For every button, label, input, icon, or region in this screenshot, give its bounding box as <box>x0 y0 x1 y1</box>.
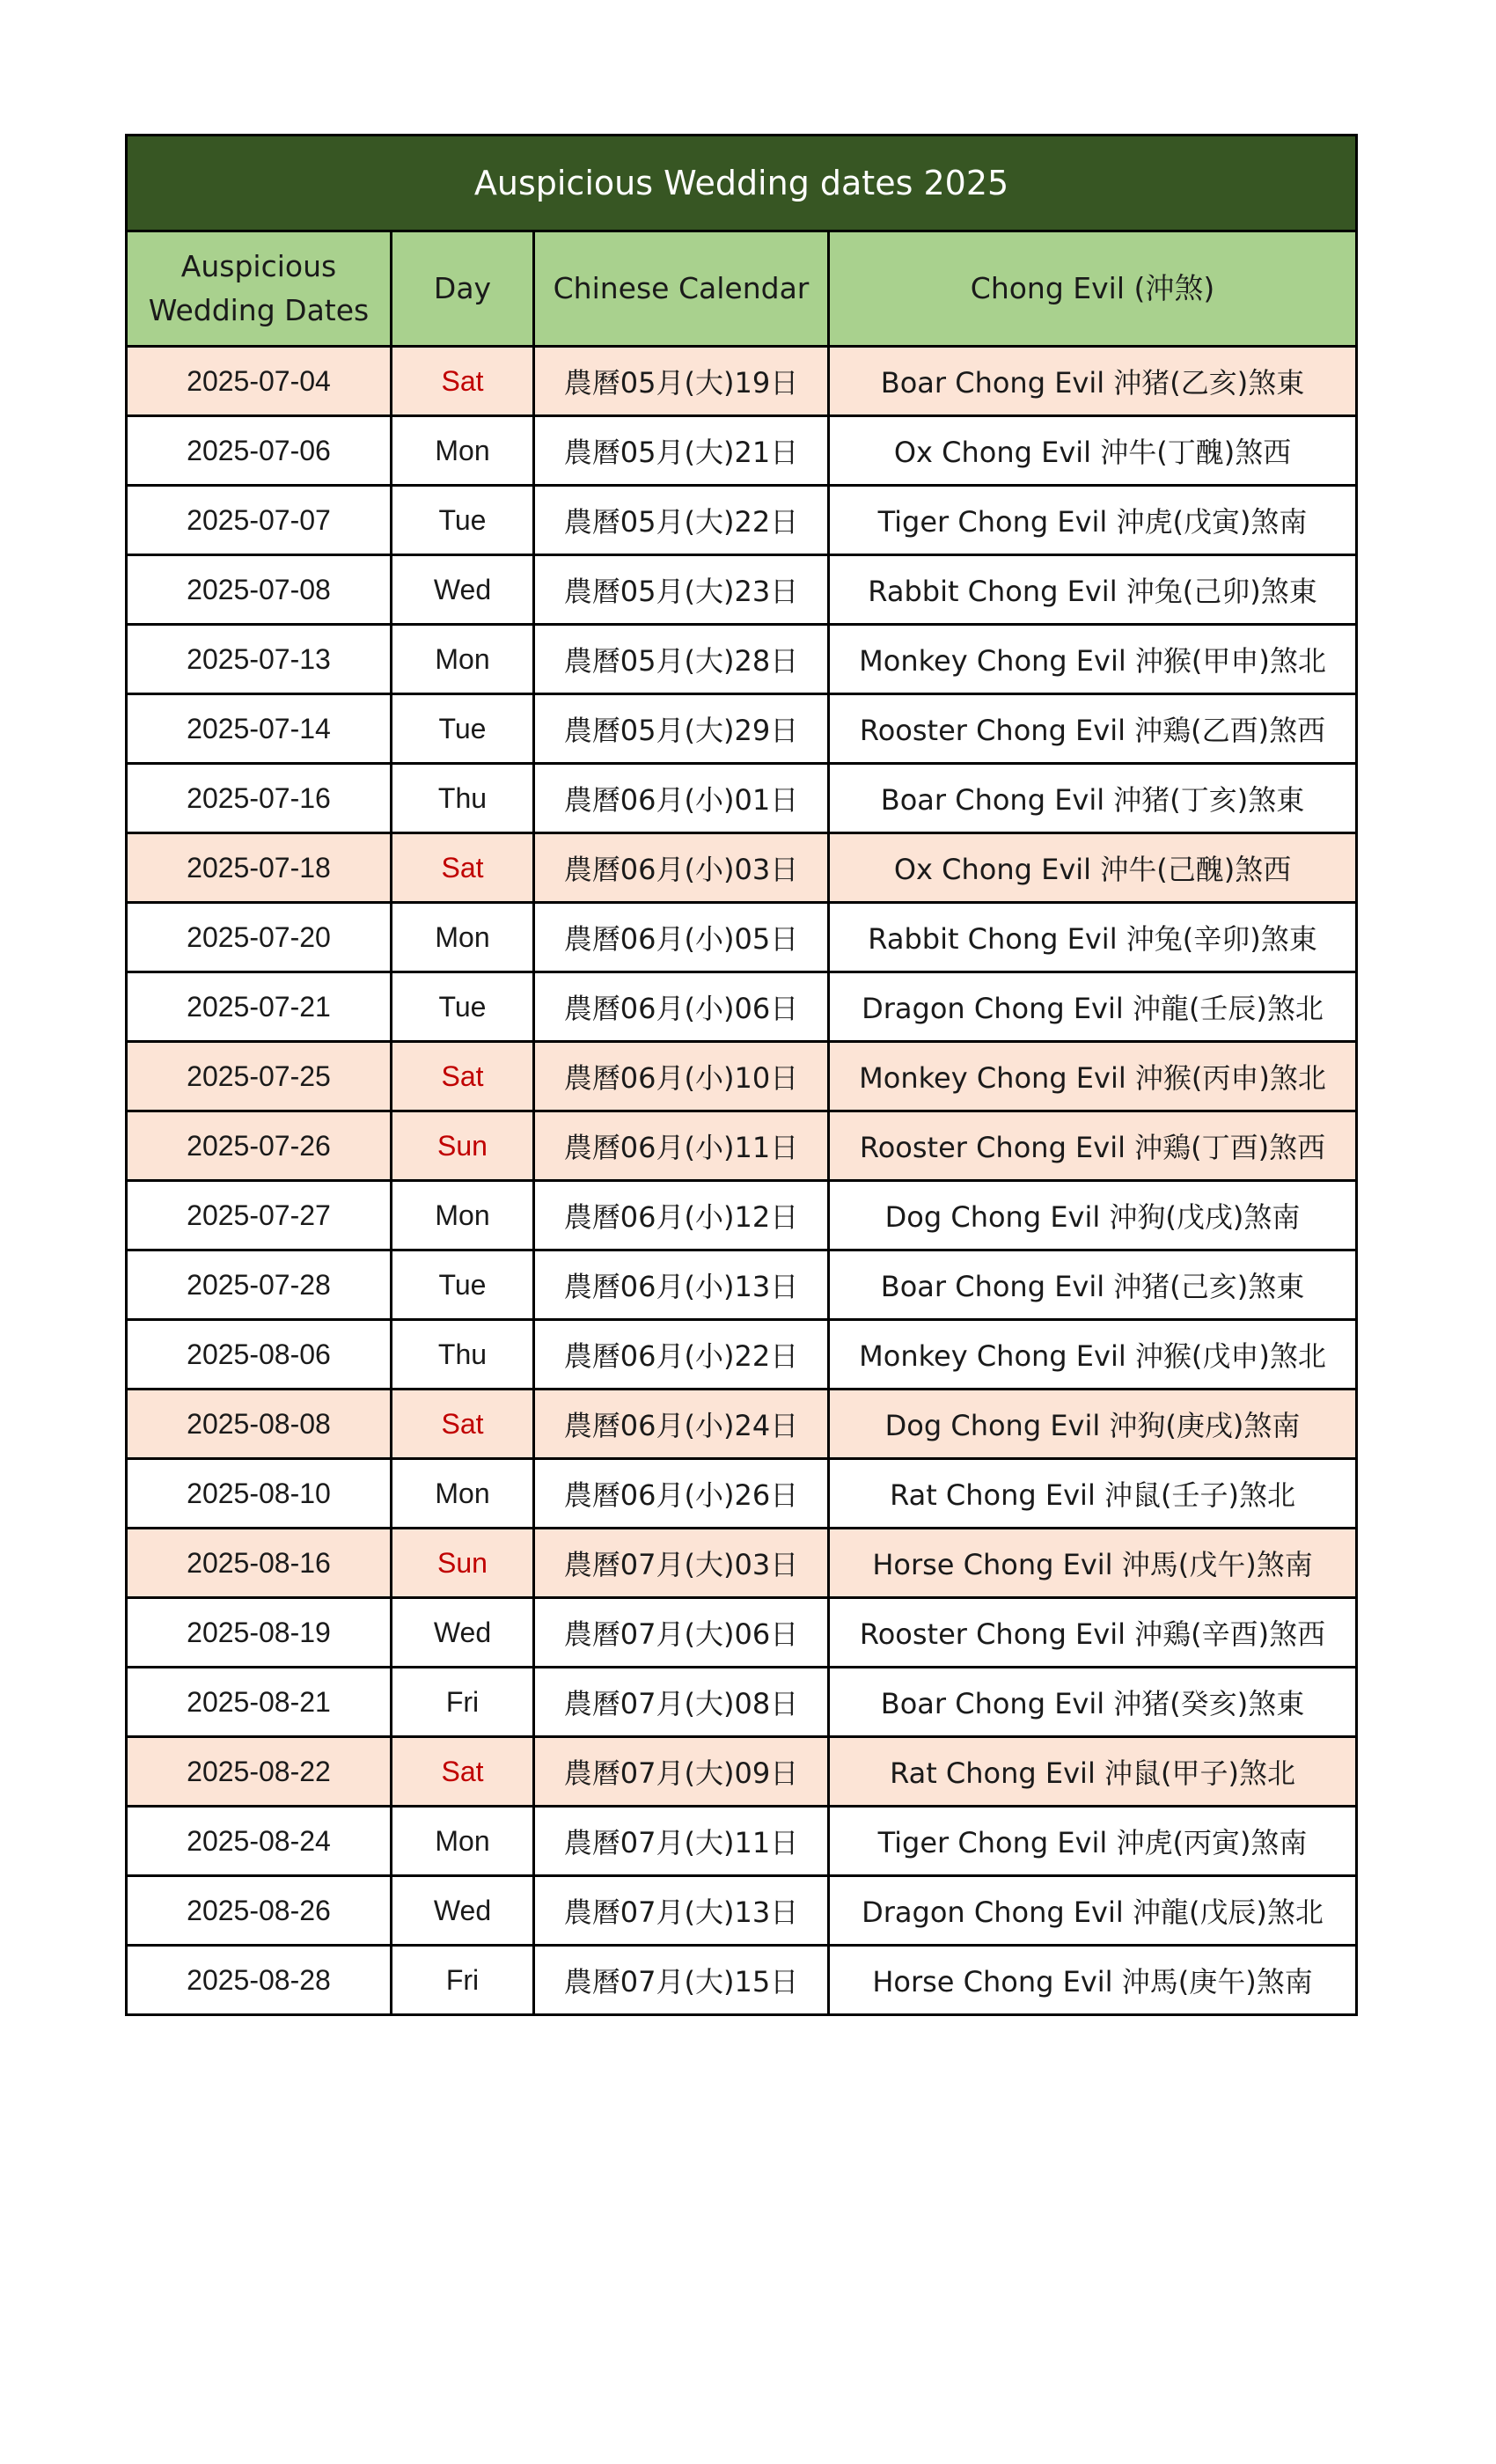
chong-evil-cell: Boar Chong Evil 沖猪(己亥)煞東 <box>829 1250 1357 1320</box>
chong-evil-cell: Dog Chong Evil 沖狗(庚戌)煞南 <box>829 1390 1357 1459</box>
date-cell: 2025-08-16 <box>127 1529 392 1598</box>
chong-evil-cell: Horse Chong Evil 沖馬(庚午)煞南 <box>829 1946 1357 2015</box>
date-cell: 2025-07-06 <box>127 416 392 486</box>
table-row <box>127 903 1357 972</box>
table-row <box>127 1668 1357 1737</box>
day-cell: Wed <box>392 1876 534 1946</box>
lunar-date-cell: 農曆06月(小)06日 <box>534 972 829 1042</box>
header-chong-evil: Chong Evil (沖煞) <box>829 231 1357 347</box>
chong-evil-cell: Monkey Chong Evil 沖猴(戊申)煞北 <box>829 1320 1357 1390</box>
day-cell: Mon <box>392 1459 534 1529</box>
day-cell: Mon <box>392 416 534 486</box>
date-cell: 2025-07-13 <box>127 625 392 694</box>
table-row <box>127 486 1357 555</box>
chong-evil-cell: Rabbit Chong Evil 沖兔(辛卯)煞東 <box>829 903 1357 972</box>
day-cell: Sat <box>392 347 534 416</box>
chong-evil-cell: Rooster Chong Evil 沖鶏(辛酉)煞西 <box>829 1598 1357 1668</box>
day-cell: Mon <box>392 625 534 694</box>
header-wedding-dates <box>127 231 392 347</box>
chong-evil-cell: Rooster Chong Evil 沖鶏(乙酉)煞西 <box>829 694 1357 764</box>
table-row <box>127 1111 1357 1181</box>
lunar-date-cell: 農曆06月(小)13日 <box>534 1250 829 1320</box>
lunar-date-cell: 農曆05月(大)21日 <box>534 416 829 486</box>
chong-evil-cell: Rooster Chong Evil 沖鶏(丁酉)煞西 <box>829 1111 1357 1181</box>
wedding-dates-table <box>125 134 1358 2016</box>
chong-evil-cell: Dragon Chong Evil 沖龍(壬辰)煞北 <box>829 972 1357 1042</box>
chong-evil-cell: Rat Chong Evil 沖鼠(壬子)煞北 <box>829 1459 1357 1529</box>
day-cell: Sat <box>392 1390 534 1459</box>
header-wedding-dates-line2: Wedding Dates <box>148 293 370 327</box>
lunar-date-cell: 農曆05月(大)19日 <box>534 347 829 416</box>
table-row <box>127 1598 1357 1668</box>
table-row <box>127 1250 1357 1320</box>
table-row <box>127 694 1357 764</box>
chong-evil-cell: Boar Chong Evil 沖猪(丁亥)煞東 <box>829 764 1357 833</box>
chong-evil-cell: Ox Chong Evil 沖牛(丁醜)煞西 <box>829 416 1357 486</box>
date-cell: 2025-07-16 <box>127 764 392 833</box>
chong-evil-cell: Boar Chong Evil 沖猪(乙亥)煞東 <box>829 347 1357 416</box>
day-cell: Sat <box>392 1737 534 1807</box>
day-cell: Mon <box>392 1807 534 1876</box>
date-cell: 2025-08-06 <box>127 1320 392 1390</box>
table-row <box>127 764 1357 833</box>
table-row <box>127 555 1357 625</box>
date-cell: 2025-08-24 <box>127 1807 392 1876</box>
date-cell: 2025-07-26 <box>127 1111 392 1181</box>
lunar-date-cell: 農曆05月(大)28日 <box>534 625 829 694</box>
chong-evil-cell: Boar Chong Evil 沖猪(癸亥)煞東 <box>829 1668 1357 1737</box>
lunar-date-cell: 農曆06月(小)26日 <box>534 1459 829 1529</box>
lunar-date-cell: 農曆06月(小)11日 <box>534 1111 829 1181</box>
table-row <box>127 625 1357 694</box>
date-cell: 2025-08-10 <box>127 1459 392 1529</box>
date-cell: 2025-07-14 <box>127 694 392 764</box>
lunar-date-cell: 農曆06月(小)03日 <box>534 833 829 903</box>
date-cell: 2025-07-28 <box>127 1250 392 1320</box>
chong-evil-cell: Monkey Chong Evil 沖猴(甲申)煞北 <box>829 625 1357 694</box>
chong-evil-cell: Rabbit Chong Evil 沖兔(己卯)煞東 <box>829 555 1357 625</box>
chong-evil-cell: Rat Chong Evil 沖鼠(甲子)煞北 <box>829 1737 1357 1807</box>
table-row <box>127 347 1357 416</box>
lunar-date-cell: 農曆06月(小)24日 <box>534 1390 829 1459</box>
day-cell: Tue <box>392 972 534 1042</box>
day-cell: Sun <box>392 1529 534 1598</box>
lunar-date-cell: 農曆06月(小)05日 <box>534 903 829 972</box>
date-cell: 2025-07-07 <box>127 486 392 555</box>
table-title: Auspicious Wedding dates 2025 <box>127 136 1357 231</box>
date-cell: 2025-07-18 <box>127 833 392 903</box>
chong-evil-cell: Horse Chong Evil 沖馬(戊午)煞南 <box>829 1529 1357 1598</box>
lunar-date-cell: 農曆07月(大)06日 <box>534 1598 829 1668</box>
date-cell: 2025-08-08 <box>127 1390 392 1459</box>
day-cell: Mon <box>392 903 534 972</box>
table-row <box>127 1876 1357 1946</box>
table-row <box>127 1390 1357 1459</box>
date-cell: 2025-07-20 <box>127 903 392 972</box>
table-row <box>127 1181 1357 1250</box>
chong-evil-cell: Ox Chong Evil 沖牛(己醜)煞西 <box>829 833 1357 903</box>
chong-evil-cell: Monkey Chong Evil 沖猴(丙申)煞北 <box>829 1042 1357 1111</box>
table-row <box>127 1529 1357 1598</box>
lunar-date-cell: 農曆06月(小)12日 <box>534 1181 829 1250</box>
lunar-date-cell: 農曆07月(大)15日 <box>534 1946 829 2015</box>
day-cell: Thu <box>392 1320 534 1390</box>
table-row <box>127 416 1357 486</box>
table-row <box>127 1946 1357 2015</box>
date-cell: 2025-07-27 <box>127 1181 392 1250</box>
lunar-date-cell: 農曆07月(大)11日 <box>534 1807 829 1876</box>
table-body <box>127 347 1357 2015</box>
date-cell: 2025-08-26 <box>127 1876 392 1946</box>
day-cell: Mon <box>392 1181 534 1250</box>
table-row <box>127 1807 1357 1876</box>
chong-evil-cell: Tiger Chong Evil 沖虎(丙寅)煞南 <box>829 1807 1357 1876</box>
day-cell: Sat <box>392 1042 534 1111</box>
day-cell: Thu <box>392 764 534 833</box>
table-row <box>127 1042 1357 1111</box>
day-cell: Sun <box>392 1111 534 1181</box>
day-cell: Wed <box>392 1598 534 1668</box>
table-row <box>127 1737 1357 1807</box>
date-cell: 2025-07-25 <box>127 1042 392 1111</box>
lunar-date-cell: 農曆07月(大)09日 <box>534 1737 829 1807</box>
day-cell: Sat <box>392 833 534 903</box>
date-cell: 2025-07-21 <box>127 972 392 1042</box>
day-cell: Fri <box>392 1946 534 2015</box>
date-cell: 2025-08-21 <box>127 1668 392 1737</box>
day-cell: Tue <box>392 1250 534 1320</box>
day-cell: Wed <box>392 555 534 625</box>
header-chinese-calendar: Chinese Calendar <box>534 231 829 347</box>
table-row <box>127 1459 1357 1529</box>
date-cell: 2025-08-22 <box>127 1737 392 1807</box>
lunar-date-cell: 農曆05月(大)29日 <box>534 694 829 764</box>
day-cell: Tue <box>392 486 534 555</box>
header-row <box>127 231 1357 347</box>
date-cell: 2025-07-08 <box>127 555 392 625</box>
header-day: Day <box>392 231 534 347</box>
date-cell: 2025-07-04 <box>127 347 392 416</box>
table-row <box>127 833 1357 903</box>
date-cell: 2025-08-28 <box>127 1946 392 2015</box>
table-row <box>127 972 1357 1042</box>
chong-evil-cell: Dragon Chong Evil 沖龍(戊辰)煞北 <box>829 1876 1357 1946</box>
lunar-date-cell: 農曆05月(大)22日 <box>534 486 829 555</box>
table-row <box>127 1320 1357 1390</box>
day-cell: Tue <box>392 694 534 764</box>
chong-evil-cell: Dog Chong Evil 沖狗(戊戌)煞南 <box>829 1181 1357 1250</box>
chong-evil-cell: Tiger Chong Evil 沖虎(戊寅)煞南 <box>829 486 1357 555</box>
lunar-date-cell: 農曆06月(小)01日 <box>534 764 829 833</box>
lunar-date-cell: 農曆06月(小)22日 <box>534 1320 829 1390</box>
header-wedding-dates-line1: Auspicious <box>180 249 337 283</box>
lunar-date-cell: 農曆07月(大)08日 <box>534 1668 829 1737</box>
lunar-date-cell: 農曆07月(大)03日 <box>534 1529 829 1598</box>
date-cell: 2025-08-19 <box>127 1598 392 1668</box>
lunar-date-cell: 農曆07月(大)13日 <box>534 1876 829 1946</box>
wedding-dates-sheet <box>125 134 1355 2016</box>
lunar-date-cell: 農曆05月(大)23日 <box>534 555 829 625</box>
day-cell: Fri <box>392 1668 534 1737</box>
lunar-date-cell: 農曆06月(小)10日 <box>534 1042 829 1111</box>
